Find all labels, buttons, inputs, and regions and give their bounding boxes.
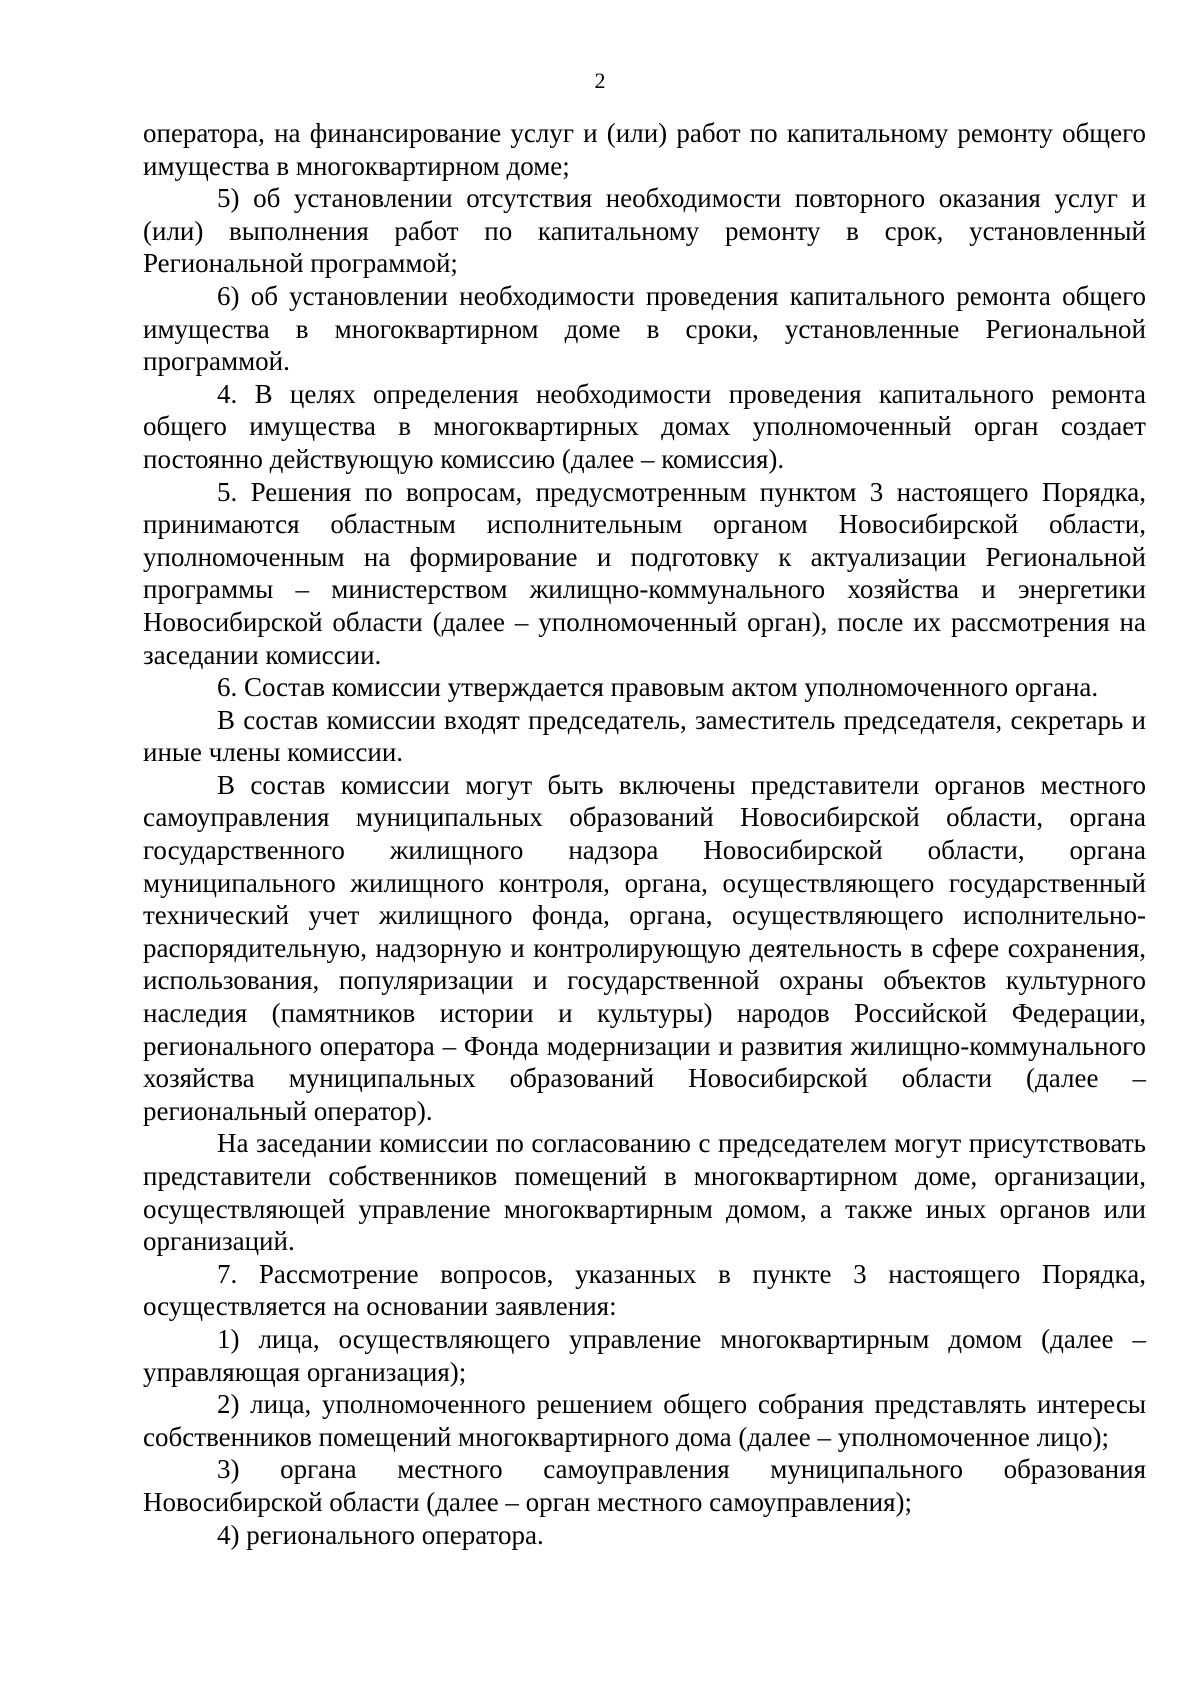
paragraph-clause-7: 7. Рассмотрение вопросов, указанных в пункте 3 настоящего Порядка, осуществляется на основании заявления:: [143, 1258, 1146, 1322]
paragraph-continuation: оператора, на финансирование услуг и (или) работ по капитальному ремонту общего имущества в многоквартирном доме;: [143, 118, 1146, 181]
paragraph-applicant-4: 4) регионального оператора.: [217, 1519, 544, 1550]
paragraph-clause-4: 4. В целях определения необходимости проведения капитального ремонта общего имущества в многоквартирных домах уполномоченный орган создает постоянно действующую комиссию (далее – комиссия).: [143, 378, 1146, 474]
paragraph-item-5: 5) об установлении отсутствия необходимости повторного оказания услуг и (или) выполнения работ по капитальному ремонту в срок, установленный Региональной программой;: [143, 183, 1146, 279]
paragraph-item-6: 6) об установлении необходимости проведения капитального ремонта общего имущества в многоквартирном доме в сроки, установленные Региональной программой.: [143, 280, 1146, 377]
paragraph-applicant-1: 1) лица, осуществляющего управление многоквартирным домом (далее – управляющая организация);: [143, 1323, 1146, 1387]
page-number: 2: [594, 68, 606, 93]
paragraph-commission-members: В состав комиссии входят председатель, заместитель председателя, секретарь и иные члены комиссии.: [143, 704, 1146, 768]
paragraph-meeting-attendance: На заседании комиссии по согласованию с председателем могут присутствовать представители собственников помещений в многоквартирном доме, организации, осуществляющей управление многоквартирным домом, а также иных органов или организаций.: [143, 1128, 1146, 1257]
paragraph-clause-6: 6. Состав комиссии утверждается правовым актом уполномоченного органа.: [217, 672, 1099, 703]
paragraph-commission-representatives: В состав комиссии могут быть включены представители органов местного самоуправления муниципальных образований Новосибирской области, органа государственного жилищного надзора Новосибирской области, органа муниципального жилищного контроля, органа, осуществляющего государственный технический учет жилищного фонда, органа, осуществляющего исполнительно-распорядительную, надзорную и контролирующую деятельность в сфере сохранения, использования, популяризации и государственной охраны объектов культурного наследия (памятников истории и культуры) народов Российской Федерации, регионального оператора – Фонда модернизации и развития жилищно-коммунального хозяйства муниципальных образований Новосибирской области (далее – региональный оператор).: [143, 769, 1146, 1126]
document-body: [143, 117, 1146, 1551]
paragraph-clause-5: 5. Решения по вопросам, предусмотренным пунктом 3 настоящего Порядка, принимаются областным исполнительным органом Новосибирской области, уполномоченным на формирование и подготовку к актуализации Региональной программы – министерством жилищно-коммунального хозяйства и энергетики Новосибирской области (далее – уполномоченный орган), после их рассмотрения на заседании комиссии.: [143, 476, 1146, 670]
paragraph-applicant-3: 3) органа местного самоуправления муниципального образования Новосибирской области (далее – орган местного самоуправления);: [143, 1454, 1146, 1517]
paragraph-applicant-2: 2) лица, уполномоченного решением общего собрания представлять интересы собственников помещений многоквартирного дома (далее – уполномоченное лицо);: [143, 1389, 1146, 1452]
